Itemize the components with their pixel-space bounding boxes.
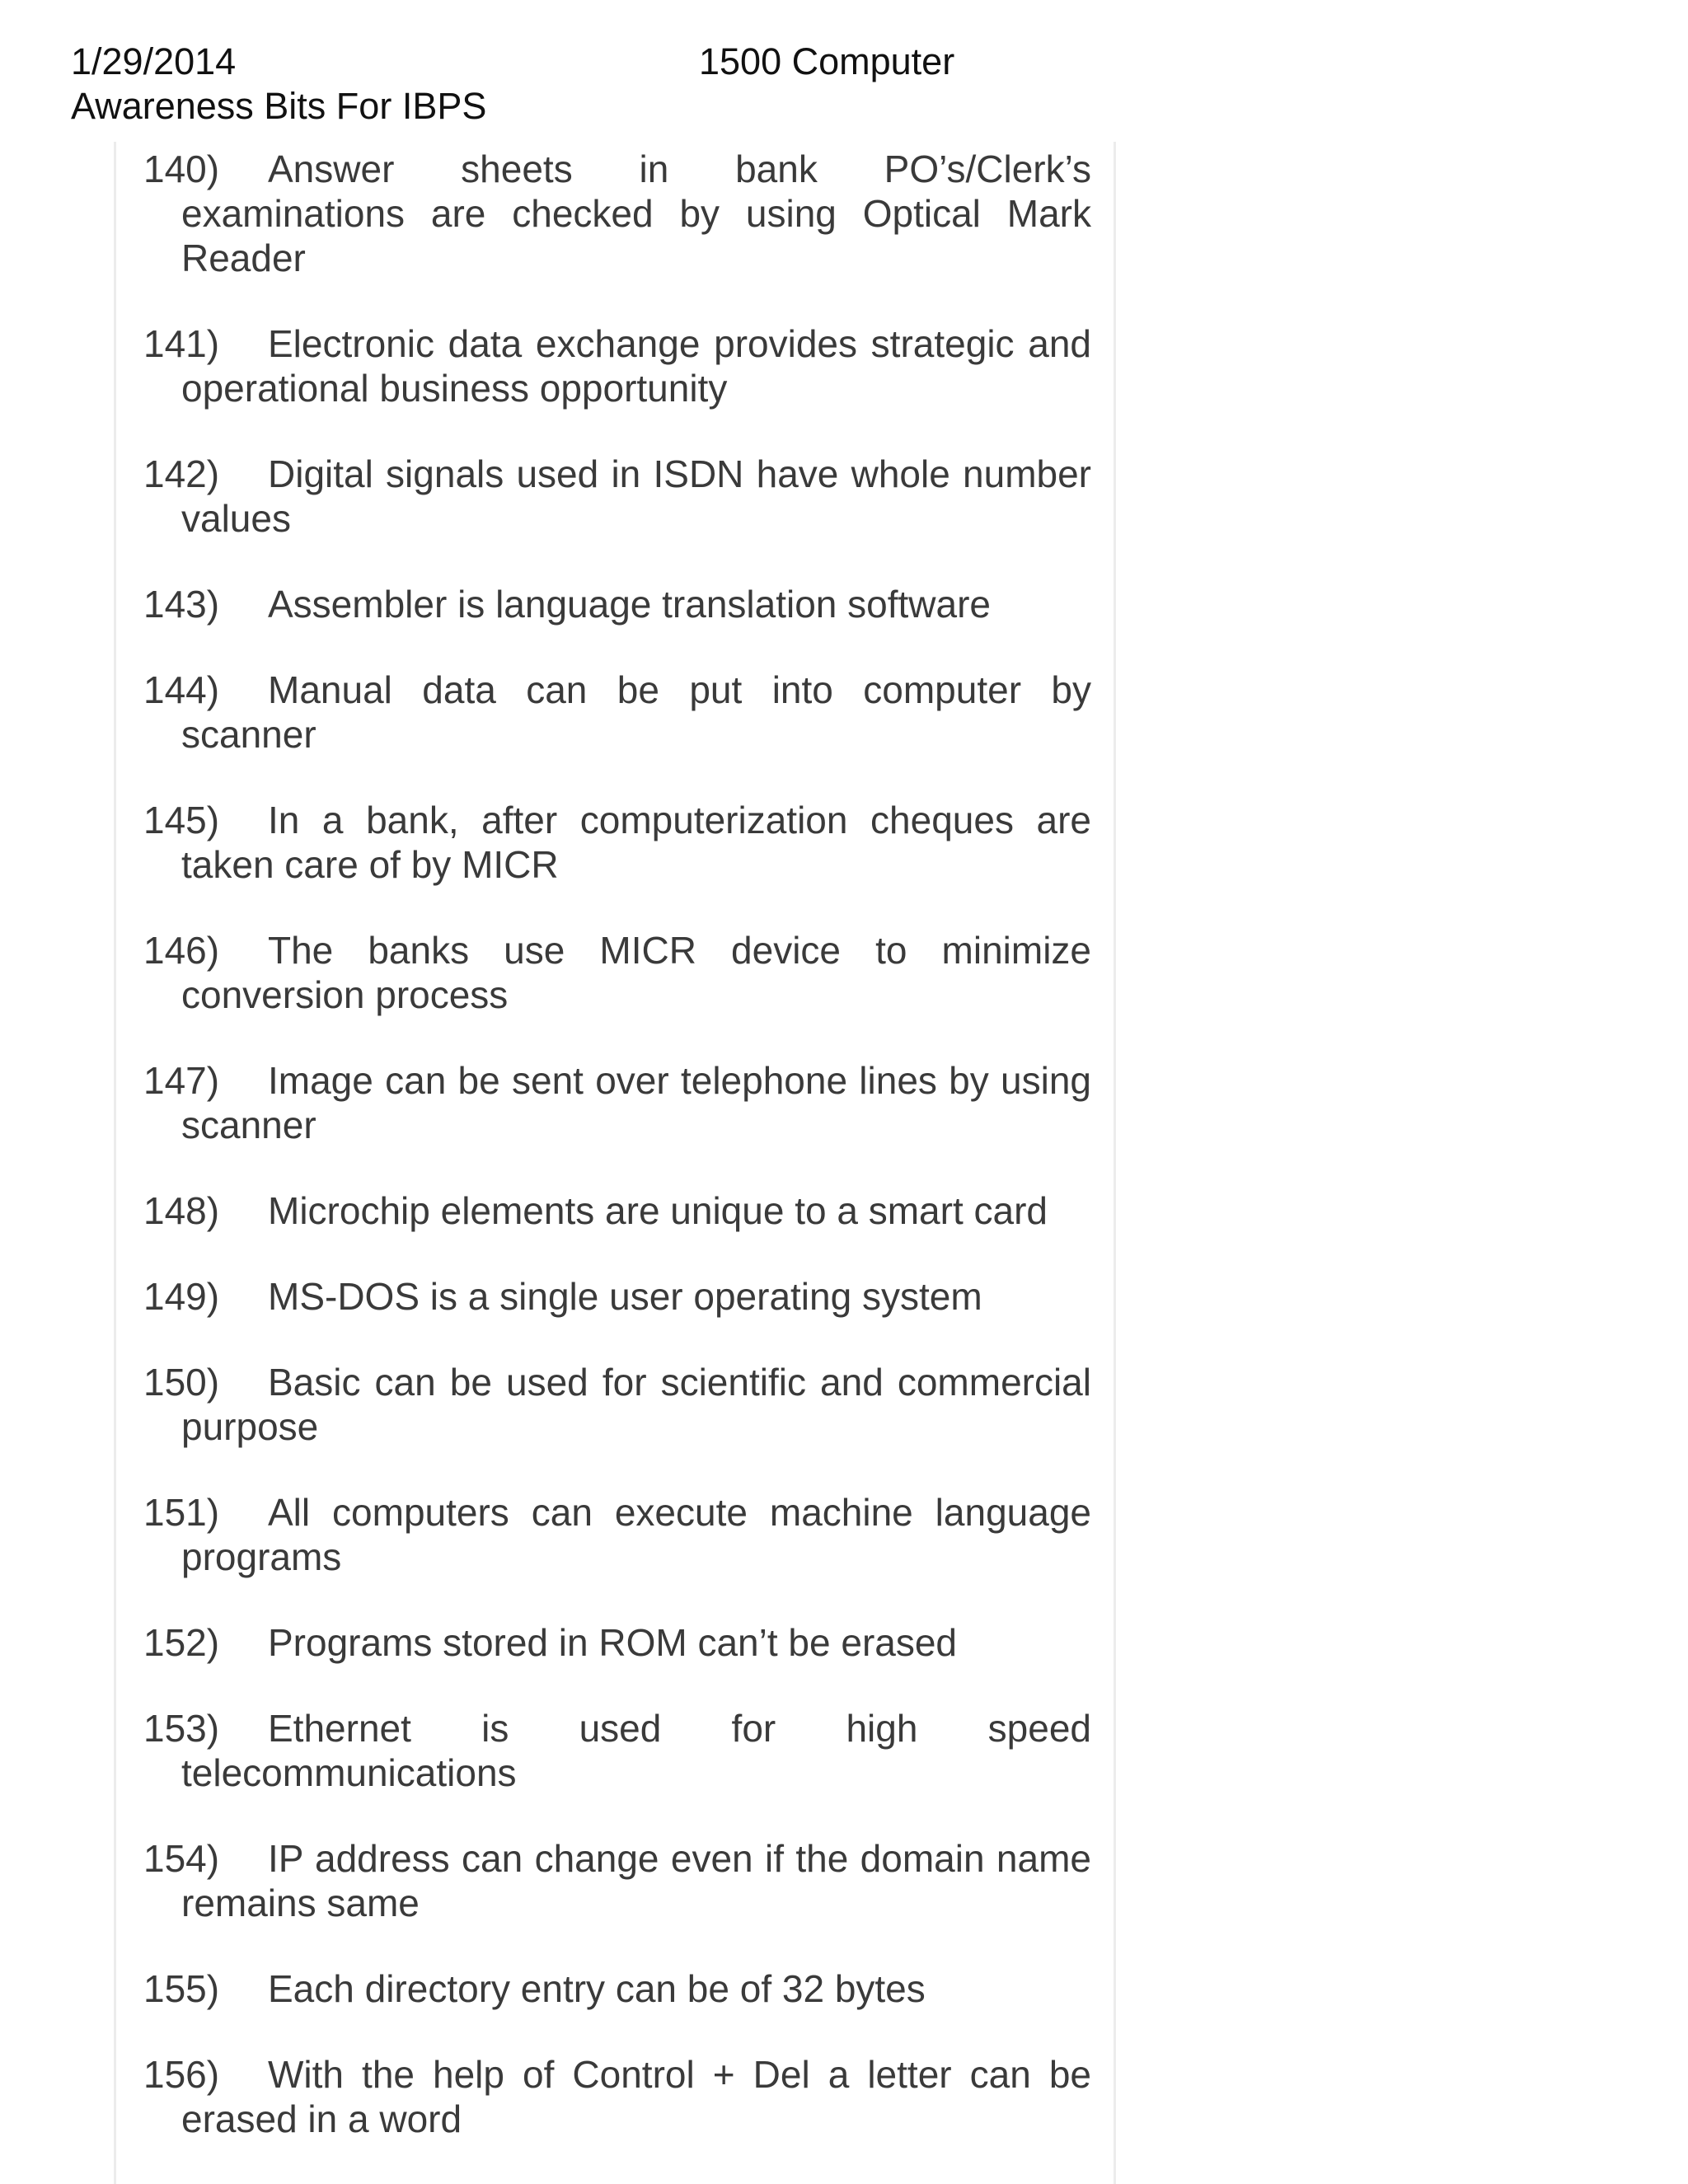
header-title-line1: 1500 Computer xyxy=(699,40,955,82)
list-item xyxy=(143,1620,1091,1665)
item-text: IP address can change even if the domain name remains same xyxy=(181,1837,1091,1924)
list-item xyxy=(143,1490,1091,1579)
item-number: 147) xyxy=(143,1059,220,1102)
list-item xyxy=(143,1188,1091,1233)
item-number: 151) xyxy=(143,1491,220,1534)
item-number: 146) xyxy=(143,929,220,972)
item-text: Programs stored in ROM can’t be erased xyxy=(268,1621,958,1664)
item-text: Basic can be used for scientific and commercial purpose xyxy=(181,1361,1091,1448)
item-text: Answer sheets in bank PO’s/Clerk’s examinations are checked by using Optical Mark Reader xyxy=(181,148,1091,279)
item-text: With the help of Control + Del a letter can be erased in a word xyxy=(181,2053,1091,2140)
list-item xyxy=(143,1360,1091,1449)
list-item xyxy=(143,2052,1091,2141)
item-text: In a bank, after computerization cheques are taken care of by MICR xyxy=(181,799,1091,886)
item-number: 144) xyxy=(143,668,220,711)
item-text: Ethernet is used for high speed telecommunications xyxy=(181,1707,1091,1794)
item-text: Assembler is language translation software xyxy=(268,583,992,626)
list-item xyxy=(143,1836,1091,1925)
item-number: 148) xyxy=(143,1189,220,1232)
item-number: 140) xyxy=(143,148,220,190)
item-number: 142) xyxy=(143,452,220,495)
item-number: 149) xyxy=(143,1275,220,1318)
list-item xyxy=(143,798,1091,887)
item-text: MS-DOS is a single user operating system xyxy=(268,1275,982,1318)
item-number: 154) xyxy=(143,1837,220,1880)
item-number: 150) xyxy=(143,1361,220,1404)
item-text: The banks use MICR device to minimize conversion process xyxy=(181,929,1091,1016)
header-date: 1/29/2014 xyxy=(71,40,237,82)
facts-list xyxy=(143,147,1091,2182)
item-text: Digital signals used in ISDN have whole number values xyxy=(181,452,1091,540)
item-text: Manual data can be put into computer by scanner xyxy=(181,668,1091,756)
item-text: Image can be sent over telephone lines by using scanner xyxy=(181,1059,1091,1146)
list-item xyxy=(143,1058,1091,1147)
list-item xyxy=(143,1966,1091,2011)
list-item xyxy=(143,1274,1091,1319)
item-number: 155) xyxy=(143,1967,220,2010)
list-item xyxy=(143,668,1091,757)
list-item xyxy=(143,452,1091,541)
item-number: 145) xyxy=(143,799,220,841)
item-number: 141) xyxy=(143,322,220,365)
item-text: Microchip elements are unique to a smart card xyxy=(268,1189,1048,1232)
list-item xyxy=(143,928,1091,1017)
list-item xyxy=(143,147,1091,280)
item-number: 143) xyxy=(143,583,220,626)
item-number: 152) xyxy=(143,1621,220,1664)
item-number: 156) xyxy=(143,2053,220,2096)
list-item xyxy=(143,1706,1091,1795)
item-number: 153) xyxy=(143,1707,220,1750)
item-text: All computers can execute machine language programs xyxy=(181,1491,1091,1578)
item-text: Electronic data exchange provides strategic and operational business opportunity xyxy=(181,322,1091,410)
header-title-line2: Awareness Bits For IBPS xyxy=(71,85,487,127)
list-item xyxy=(143,582,1091,626)
item-text: Each directory entry can be of 32 bytes xyxy=(268,1967,926,2010)
list-item xyxy=(143,321,1091,410)
